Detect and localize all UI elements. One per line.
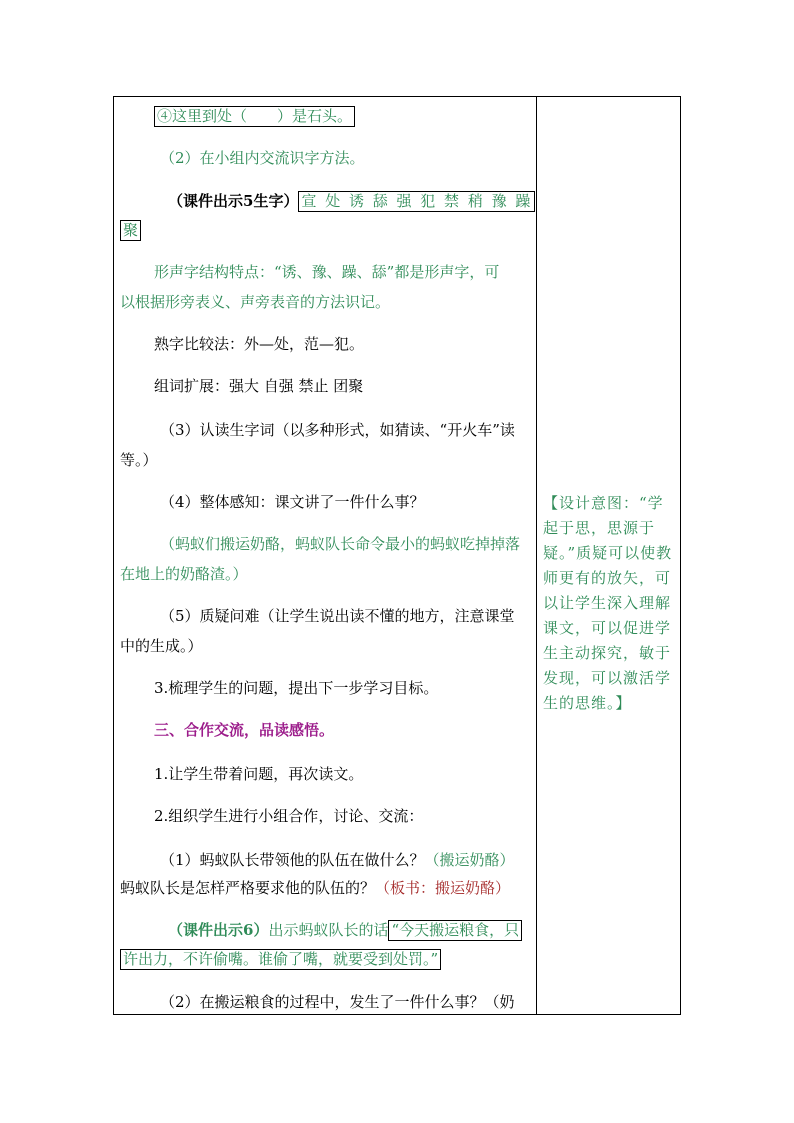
design-intent-line-3: 疑。”质疑可以使教: [543, 544, 673, 562]
line-step-1: 1.让学生带着问题，再次读文。: [154, 765, 364, 783]
design-intent-line-6: 课文，可以促进学: [543, 619, 672, 637]
line-event-question: （2）在搬运粮食的过程中，发生了一件什么事？（奶: [160, 993, 515, 1011]
design-intent-line-5: 以让学生深入理解: [543, 594, 672, 612]
line-courseware-6: （课件出示6）出示蚂蚁队长的话 “今天搬运粮食，只: [168, 920, 522, 941]
design-intent-line-8: 发现，可以激活学: [543, 669, 672, 687]
exercise-4-box: ④这里到处（ ）是石头。: [154, 106, 355, 127]
line-strict-requirement: 蚂蚁队长是怎样严格要求他的队伍的？（板书：搬运奶酪）: [120, 879, 511, 897]
line-sort-questions: 3.梳理学生的问题，提出下一步学习目标。: [154, 679, 439, 697]
design-intent-line-7: 生主动探究，敏于: [543, 644, 672, 662]
column-divider: [536, 97, 537, 1014]
line-question-1: （5）质疑问难（让学生说出读不懂的地方，注意课堂: [160, 607, 515, 625]
line-structure-2: 以根据形旁表义、声旁表音的方法识记。: [120, 293, 391, 311]
line-word-extension: 组词扩展：强大 自强 禁止 团聚: [154, 377, 364, 395]
new-characters-box: 宣 处 诱 舔 强 犯 禁 稍 豫 躁: [298, 191, 535, 212]
line-read-words-1: （3）认读生字词（以多种形式，如猜读、“开火车”读: [160, 421, 515, 439]
design-intent-line-4: 师更有的放矢，可: [543, 569, 672, 587]
line-captain-quote-2: [120, 949, 441, 970]
line-compare: 熟字比较法：外—处，范—犯。: [154, 335, 365, 353]
section-heading-3: 三、合作交流，品读感悟。: [154, 721, 335, 739]
line-answer-2: 在地上的奶酪渣。）: [120, 565, 248, 583]
lesson-table: [113, 96, 681, 1015]
design-intent-line-1: 【设计意图：“学: [543, 494, 664, 512]
line-char-ju: 聚: [120, 220, 141, 241]
captain-quote-box-2: 许出力，不许偷嘴。谁偷了嘴，就要受到处罚。”: [120, 949, 441, 970]
line-answer-1: （蚂蚁们搬运奶酪，蚂蚁队长命令最小的蚂蚁吃掉掉落: [160, 535, 521, 553]
line-group-exchange: （2）在小组内交流识字方法。: [160, 149, 365, 167]
design-intent-line-2: 起于思，思源于: [543, 519, 656, 537]
line-step-2: 2.组织学生进行小组合作，讨论、交流：: [154, 807, 424, 825]
captain-quote-box-1: “今天搬运粮食，只: [388, 920, 522, 941]
line-exercise-4: [154, 106, 355, 127]
line-question-team: （1）蚂蚁队长带领他的队伍在做什么？（搬运奶酪）: [160, 851, 515, 869]
line-read-words-2: 等。）: [120, 451, 158, 469]
line-overall: （4）整体感知：课文讲了一件什么事？: [160, 493, 425, 511]
line-courseware-5: （课件出示5生字） 宣 处 诱 舔 强 犯 禁 稍 豫 躁: [168, 191, 535, 212]
line-question-2: 中的生成。）: [120, 637, 203, 655]
design-intent-line-9: 生的思维。】: [543, 694, 632, 712]
line-structure-1: 形声字结构特点：“诱、豫、躁、舔”都是形声字，可: [154, 263, 500, 281]
